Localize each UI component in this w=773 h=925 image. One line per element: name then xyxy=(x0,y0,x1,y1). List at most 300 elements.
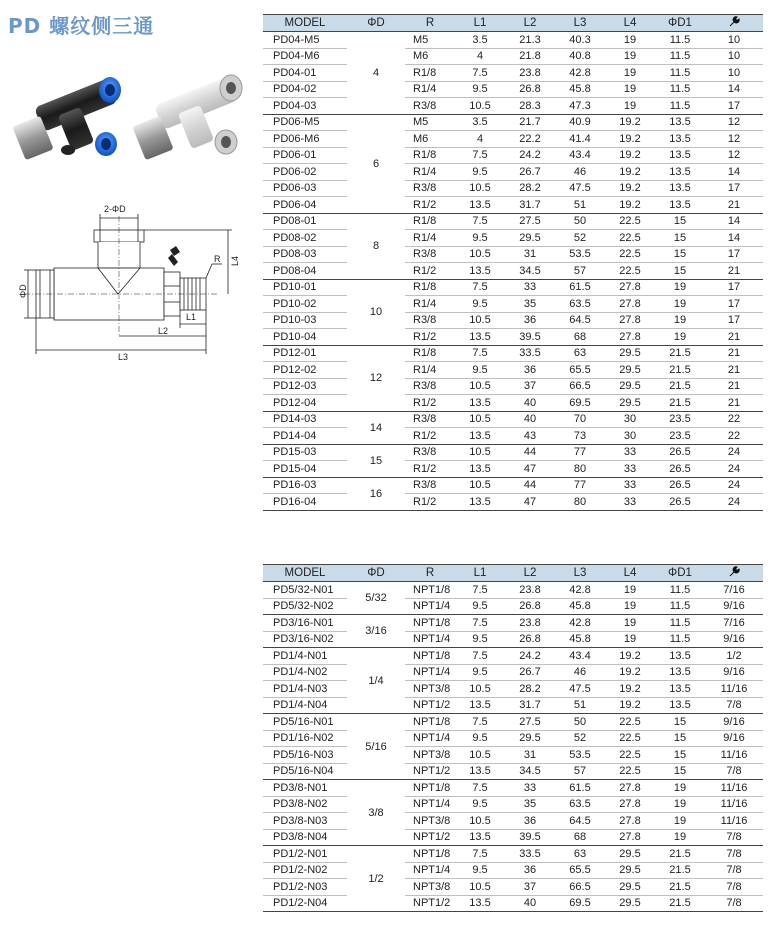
cell-wrench-size: 10 xyxy=(705,32,763,49)
cell-model: PD08-02 xyxy=(263,230,347,247)
cell-wrench-size: 10 xyxy=(705,48,763,65)
cell-phi-d: 12 xyxy=(347,345,405,411)
cell-l1: 13.5 xyxy=(455,263,505,280)
cell-l3: 73 xyxy=(555,428,605,445)
cell-l4: 19 xyxy=(605,631,655,648)
cell-l4: 27.8 xyxy=(605,312,655,329)
header-d1: ΦD1 xyxy=(655,15,705,32)
cell-phi-d: 8 xyxy=(347,213,405,279)
spec-table-imperial xyxy=(263,564,763,912)
cell-l3: 80 xyxy=(555,494,605,511)
cell-phi-d: 15 xyxy=(347,444,405,477)
cell-l1: 10.5 xyxy=(455,681,505,698)
cell-l1: 3.5 xyxy=(455,32,505,49)
cell-thread: NPT1/8 xyxy=(405,846,455,863)
label-r: R xyxy=(214,254,221,264)
cell-wrench-size: 24 xyxy=(705,477,763,494)
cell-model: PD12-02 xyxy=(263,362,347,379)
cell-l1: 9.5 xyxy=(455,164,505,181)
cell-l1: 9.5 xyxy=(455,664,505,681)
cell-l1: 10.5 xyxy=(455,180,505,197)
cell-wrench-size: 7/8 xyxy=(705,763,763,780)
cell-l1: 13.5 xyxy=(455,697,505,714)
cell-model: PD1/2-N03 xyxy=(263,879,347,896)
cell-wrench-size: 11/16 xyxy=(705,747,763,764)
cell-thread: R1/4 xyxy=(405,164,455,181)
cell-model: PD06-M5 xyxy=(263,114,347,131)
cell-model: PD15-04 xyxy=(263,461,347,478)
table-row xyxy=(263,411,763,428)
cell-thread: NPT3/8 xyxy=(405,747,455,764)
cell-l1: 7.5 xyxy=(455,714,505,731)
cell-l1: 9.5 xyxy=(455,81,505,98)
cell-thread: R1/2 xyxy=(405,428,455,445)
cell-l1: 13.5 xyxy=(455,395,505,412)
cell-thread: M6 xyxy=(405,131,455,148)
cell-l1: 10.5 xyxy=(455,747,505,764)
cell-l1: 9.5 xyxy=(455,730,505,747)
cell-wrench-size: 14 xyxy=(705,164,763,181)
cell-l2: 23.8 xyxy=(505,582,555,599)
cell-l2: 29.5 xyxy=(505,730,555,747)
cell-l4: 22.5 xyxy=(605,747,655,764)
cell-l2: 33.5 xyxy=(505,846,555,863)
cell-l3: 52 xyxy=(555,730,605,747)
dimension-drawing xyxy=(18,196,248,366)
cell-wrench-size: 12 xyxy=(705,131,763,148)
cell-l1: 7.5 xyxy=(455,648,505,665)
header-model: MODEL xyxy=(263,565,347,582)
cell-thread: R1/4 xyxy=(405,296,455,313)
cell-l2: 26.8 xyxy=(505,631,555,648)
cell-l2: 21.8 xyxy=(505,48,555,65)
cell-model: PD3/8-N03 xyxy=(263,813,347,830)
cell-l4: 19 xyxy=(605,98,655,115)
cell-thread: NPT1/4 xyxy=(405,796,455,813)
cell-wrench-size: 21 xyxy=(705,378,763,395)
cell-l1: 7.5 xyxy=(455,345,505,362)
cell-model: PD10-04 xyxy=(263,329,347,346)
cell-l3: 46 xyxy=(555,664,605,681)
cell-wrench-size: 21 xyxy=(705,345,763,362)
cell-phi-d1: 13.5 xyxy=(655,164,705,181)
cell-l3: 40.8 xyxy=(555,48,605,65)
table-row xyxy=(263,32,763,49)
cell-l3: 40.9 xyxy=(555,114,605,131)
cell-phi-d1: 11.5 xyxy=(655,48,705,65)
cell-l4: 29.5 xyxy=(605,345,655,362)
cell-wrench-size: 7/16 xyxy=(705,582,763,599)
cell-model: PD08-03 xyxy=(263,246,347,263)
cell-phi-d1: 19 xyxy=(655,829,705,846)
cell-l4: 29.5 xyxy=(605,862,655,879)
cell-l2: 39.5 xyxy=(505,329,555,346)
cell-wrench-size: 7/8 xyxy=(705,895,763,912)
cell-wrench-size: 17 xyxy=(705,98,763,115)
cell-model: PD1/16-N02 xyxy=(263,730,347,747)
cell-l3: 42.8 xyxy=(555,582,605,599)
table-row xyxy=(263,796,763,813)
cell-phi-d1: 15 xyxy=(655,763,705,780)
cell-thread: R1/4 xyxy=(405,230,455,247)
cell-l4: 22.5 xyxy=(605,730,655,747)
table-row xyxy=(263,197,763,214)
table-row xyxy=(263,813,763,830)
cell-l3: 65.5 xyxy=(555,862,605,879)
cell-model: PD5/16-N04 xyxy=(263,763,347,780)
cell-thread: NPT1/4 xyxy=(405,862,455,879)
label-l1: L1 xyxy=(186,312,197,322)
cell-l3: 66.5 xyxy=(555,879,605,896)
cell-thread: M5 xyxy=(405,32,455,49)
cell-l3: 61.5 xyxy=(555,780,605,797)
cell-l4: 19 xyxy=(605,598,655,615)
cell-model: PD1/4-N03 xyxy=(263,681,347,698)
cell-l3: 77 xyxy=(555,444,605,461)
cell-model: PD5/16-N03 xyxy=(263,747,347,764)
cell-thread: NPT1/8 xyxy=(405,615,455,632)
table-row xyxy=(263,312,763,329)
cell-wrench-size: 22 xyxy=(705,428,763,445)
cell-l4: 27.8 xyxy=(605,829,655,846)
cell-l4: 29.5 xyxy=(605,362,655,379)
cell-l2: 37 xyxy=(505,378,555,395)
cell-l2: 31.7 xyxy=(505,697,555,714)
cell-l1: 9.5 xyxy=(455,296,505,313)
header-r: R xyxy=(405,565,455,582)
table-row xyxy=(263,763,763,780)
cell-l3: 65.5 xyxy=(555,362,605,379)
cell-model: PD04-M6 xyxy=(263,48,347,65)
cell-l1: 10.5 xyxy=(455,477,505,494)
cell-l4: 19.2 xyxy=(605,147,655,164)
cell-l1: 10.5 xyxy=(455,98,505,115)
cell-l3: 69.5 xyxy=(555,895,605,912)
cell-wrench-size: 9/16 xyxy=(705,714,763,731)
cell-l4: 22.5 xyxy=(605,763,655,780)
cell-l4: 19 xyxy=(605,615,655,632)
cell-phi-d1: 11.5 xyxy=(655,98,705,115)
cell-l4: 29.5 xyxy=(605,895,655,912)
cell-l3: 63.5 xyxy=(555,296,605,313)
cell-l4: 19.2 xyxy=(605,664,655,681)
table-row xyxy=(263,213,763,230)
cell-l1: 7.5 xyxy=(455,213,505,230)
cell-l3: 51 xyxy=(555,197,605,214)
wrench-icon xyxy=(728,16,740,28)
cell-l4: 22.5 xyxy=(605,263,655,280)
cell-model: PD1/2-N02 xyxy=(263,862,347,879)
cell-l2: 31 xyxy=(505,246,555,263)
cell-wrench-size: 17 xyxy=(705,246,763,263)
cell-l3: 68 xyxy=(555,829,605,846)
cell-l1: 9.5 xyxy=(455,362,505,379)
header-wrench xyxy=(705,565,763,582)
cell-wrench-size: 1/2 xyxy=(705,648,763,665)
table-row xyxy=(263,329,763,346)
cell-phi-d1: 13.5 xyxy=(655,180,705,197)
cell-phi-d1: 11.5 xyxy=(655,615,705,632)
spec-table-metric xyxy=(263,14,763,511)
table-row xyxy=(263,164,763,181)
table-row xyxy=(263,879,763,896)
cell-phi-d: 6 xyxy=(347,114,405,213)
header-l4: L4 xyxy=(605,15,655,32)
cell-model: PD15-03 xyxy=(263,444,347,461)
cell-l2: 28.3 xyxy=(505,98,555,115)
cell-l4: 27.8 xyxy=(605,796,655,813)
cell-wrench-size: 11/16 xyxy=(705,796,763,813)
cell-wrench-size: 12 xyxy=(705,114,763,131)
cell-phi-d1: 23.5 xyxy=(655,411,705,428)
cell-phi-d1: 19 xyxy=(655,296,705,313)
cell-thread: R3/8 xyxy=(405,477,455,494)
cell-l1: 7.5 xyxy=(455,615,505,632)
table-row xyxy=(263,378,763,395)
cell-l4: 33 xyxy=(605,494,655,511)
cell-thread: R1/4 xyxy=(405,362,455,379)
cell-l2: 31 xyxy=(505,747,555,764)
cell-l2: 26.8 xyxy=(505,598,555,615)
cell-thread: R1/2 xyxy=(405,329,455,346)
cell-model: PD1/4-N01 xyxy=(263,648,347,665)
cell-wrench-size: 21 xyxy=(705,263,763,280)
cell-l1: 7.5 xyxy=(455,846,505,863)
cell-phi-d1: 23.5 xyxy=(655,428,705,445)
label-phi-d: ΦD xyxy=(18,284,28,298)
cell-l3: 46 xyxy=(555,164,605,181)
cell-thread: R1/8 xyxy=(405,279,455,296)
cell-l3: 45.8 xyxy=(555,81,605,98)
cell-l3: 42.8 xyxy=(555,615,605,632)
cell-l1: 9.5 xyxy=(455,862,505,879)
cell-l1: 4 xyxy=(455,131,505,148)
cell-l2: 36 xyxy=(505,312,555,329)
cell-phi-d1: 13.5 xyxy=(655,114,705,131)
cell-l2: 21.3 xyxy=(505,32,555,49)
cell-thread: M5 xyxy=(405,114,455,131)
table-row xyxy=(263,631,763,648)
cell-l3: 52 xyxy=(555,230,605,247)
cell-model: PD06-04 xyxy=(263,197,347,214)
cell-model: PD3/16-N01 xyxy=(263,615,347,632)
cell-l4: 19 xyxy=(605,65,655,82)
cell-l3: 40.3 xyxy=(555,32,605,49)
header-l1: L1 xyxy=(455,565,505,582)
cell-wrench-size: 9/16 xyxy=(705,664,763,681)
cell-l3: 69.5 xyxy=(555,395,605,412)
cell-phi-d1: 15 xyxy=(655,213,705,230)
cell-phi-d1: 26.5 xyxy=(655,444,705,461)
table-row xyxy=(263,180,763,197)
cell-thread: R3/8 xyxy=(405,98,455,115)
cell-wrench-size: 7/8 xyxy=(705,846,763,863)
cell-thread: NPT1/8 xyxy=(405,780,455,797)
label-2-phi-d: 2-ΦD xyxy=(104,204,126,214)
header-l3: L3 xyxy=(555,15,605,32)
cell-l1: 10.5 xyxy=(455,312,505,329)
header-l2: L2 xyxy=(505,15,555,32)
cell-l2: 28.2 xyxy=(505,180,555,197)
cell-l2: 36 xyxy=(505,362,555,379)
table-row xyxy=(263,598,763,615)
table-row xyxy=(263,461,763,478)
cell-l2: 31.7 xyxy=(505,197,555,214)
cell-l2: 43 xyxy=(505,428,555,445)
cell-thread: NPT1/4 xyxy=(405,598,455,615)
cell-l4: 30 xyxy=(605,411,655,428)
table-row xyxy=(263,296,763,313)
cell-wrench-size: 14 xyxy=(705,213,763,230)
cell-l3: 61.5 xyxy=(555,279,605,296)
cell-wrench-size: 7/8 xyxy=(705,829,763,846)
cell-l2: 27.5 xyxy=(505,714,555,731)
cell-l3: 51 xyxy=(555,697,605,714)
cell-phi-d1: 11.5 xyxy=(655,65,705,82)
cell-phi-d: 1/4 xyxy=(347,648,405,714)
table-row xyxy=(263,829,763,846)
cell-model: PD5/16-N01 xyxy=(263,714,347,731)
cell-model: PD16-03 xyxy=(263,477,347,494)
cell-phi-d1: 26.5 xyxy=(655,477,705,494)
cell-phi-d1: 11.5 xyxy=(655,32,705,49)
cell-phi-d: 3/8 xyxy=(347,780,405,846)
cell-l3: 57 xyxy=(555,263,605,280)
table-row xyxy=(263,780,763,797)
table-row xyxy=(263,477,763,494)
cell-l4: 29.5 xyxy=(605,879,655,896)
cell-l3: 70 xyxy=(555,411,605,428)
label-l3: L3 xyxy=(118,352,129,362)
cell-l4: 22.5 xyxy=(605,213,655,230)
cell-phi-d1: 21.5 xyxy=(655,879,705,896)
cell-phi-d1: 19 xyxy=(655,329,705,346)
header-l3: L3 xyxy=(555,565,605,582)
cell-phi-d: 3/16 xyxy=(347,615,405,648)
cell-l2: 44 xyxy=(505,444,555,461)
header-d1: ΦD1 xyxy=(655,565,705,582)
header-wrench xyxy=(705,15,763,32)
cell-thread: R1/8 xyxy=(405,65,455,82)
cell-wrench-size: 22 xyxy=(705,411,763,428)
wrench-icon xyxy=(168,246,180,266)
cell-l4: 19 xyxy=(605,582,655,599)
cell-l3: 45.8 xyxy=(555,631,605,648)
cell-l3: 50 xyxy=(555,714,605,731)
cell-l4: 30 xyxy=(605,428,655,445)
cell-model: PD12-01 xyxy=(263,345,347,362)
cell-phi-d1: 21.5 xyxy=(655,395,705,412)
header-model: MODEL xyxy=(263,15,347,32)
cell-thread: NPT1/4 xyxy=(405,631,455,648)
cell-wrench-size: 11/16 xyxy=(705,813,763,830)
cell-model: PD10-03 xyxy=(263,312,347,329)
header-r: R xyxy=(405,15,455,32)
cell-phi-d: 1/2 xyxy=(347,846,405,912)
cell-l2: 47 xyxy=(505,494,555,511)
cell-l4: 29.5 xyxy=(605,846,655,863)
cell-thread: R1/2 xyxy=(405,395,455,412)
cell-l2: 37 xyxy=(505,879,555,896)
table-row xyxy=(263,279,763,296)
cell-l1: 7.5 xyxy=(455,65,505,82)
cell-l3: 77 xyxy=(555,477,605,494)
table-row xyxy=(263,681,763,698)
cell-thread: NPT1/8 xyxy=(405,714,455,731)
cell-l1: 10.5 xyxy=(455,378,505,395)
cell-thread: R1/2 xyxy=(405,461,455,478)
cell-l1: 7.5 xyxy=(455,147,505,164)
cell-model: PD3/8-N02 xyxy=(263,796,347,813)
cell-wrench-size: 21 xyxy=(705,329,763,346)
cell-l4: 33 xyxy=(605,461,655,478)
cell-l3: 47.5 xyxy=(555,681,605,698)
cell-l4: 27.8 xyxy=(605,296,655,313)
cell-l3: 80 xyxy=(555,461,605,478)
cell-phi-d1: 19 xyxy=(655,796,705,813)
cell-l1: 10.5 xyxy=(455,246,505,263)
table-row xyxy=(263,263,763,280)
cell-wrench-size: 9/16 xyxy=(705,631,763,648)
cell-l3: 64.5 xyxy=(555,312,605,329)
cell-thread: R1/2 xyxy=(405,263,455,280)
cell-thread: NPT1/2 xyxy=(405,763,455,780)
cell-l4: 22.5 xyxy=(605,230,655,247)
cell-l3: 50 xyxy=(555,213,605,230)
header-l1: L1 xyxy=(455,15,505,32)
cell-l4: 33 xyxy=(605,477,655,494)
cell-wrench-size: 11/16 xyxy=(705,681,763,698)
cell-thread: NPT1/2 xyxy=(405,895,455,912)
cell-thread: NPT1/8 xyxy=(405,582,455,599)
cell-l2: 29.5 xyxy=(505,230,555,247)
cell-wrench-size: 14 xyxy=(705,81,763,98)
cell-wrench-size: 24 xyxy=(705,444,763,461)
cell-phi-d1: 13.5 xyxy=(655,664,705,681)
cell-wrench-size: 17 xyxy=(705,312,763,329)
white-fitting-photo xyxy=(132,75,242,160)
cell-wrench-size: 17 xyxy=(705,180,763,197)
cell-l3: 43.4 xyxy=(555,648,605,665)
cell-model: PD08-04 xyxy=(263,263,347,280)
cell-l4: 19.2 xyxy=(605,180,655,197)
cell-wrench-size: 21 xyxy=(705,362,763,379)
cell-l3: 53.5 xyxy=(555,246,605,263)
cell-thread: R1/8 xyxy=(405,147,455,164)
cell-l4: 19 xyxy=(605,81,655,98)
cell-l1: 13.5 xyxy=(455,829,505,846)
cell-model: PD06-01 xyxy=(263,147,347,164)
cell-phi-d: 4 xyxy=(347,32,405,115)
cell-l2: 33 xyxy=(505,279,555,296)
table-row xyxy=(263,730,763,747)
cell-phi-d1: 26.5 xyxy=(655,461,705,478)
cell-l2: 39.5 xyxy=(505,829,555,846)
cell-l1: 7.5 xyxy=(455,582,505,599)
cell-model: PD08-01 xyxy=(263,213,347,230)
cell-phi-d1: 13.5 xyxy=(655,197,705,214)
cell-thread: R1/8 xyxy=(405,345,455,362)
table-row xyxy=(263,131,763,148)
cell-l4: 29.5 xyxy=(605,395,655,412)
cell-l1: 9.5 xyxy=(455,230,505,247)
cell-l2: 40 xyxy=(505,395,555,412)
cell-wrench-size: 7/16 xyxy=(705,615,763,632)
table-row xyxy=(263,81,763,98)
cell-model: PD14-04 xyxy=(263,428,347,445)
cell-phi-d1: 13.5 xyxy=(655,697,705,714)
cell-model: PD16-04 xyxy=(263,494,347,511)
